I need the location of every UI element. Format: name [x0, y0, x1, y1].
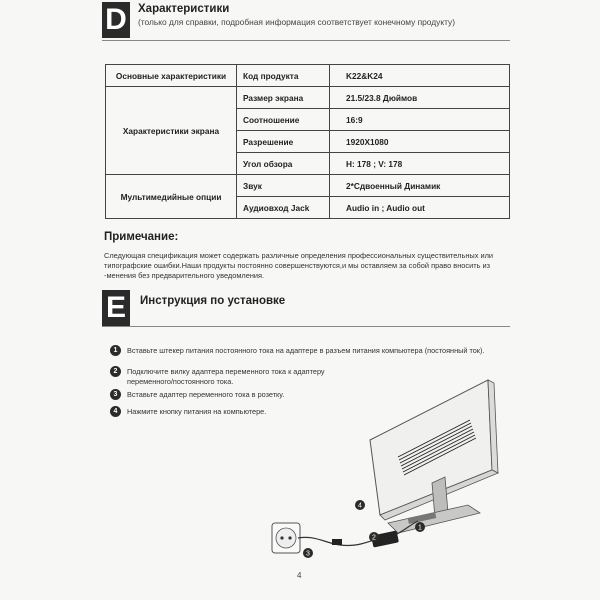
callout-label: 4	[358, 502, 362, 510]
spec-property: Размер экрана	[237, 87, 330, 109]
table-row	[106, 87, 510, 109]
spec-value: 1920X1080	[330, 131, 510, 153]
adapter-plug	[332, 539, 342, 545]
spec-property: Звук	[237, 175, 330, 197]
step-text: Вставьте адаптер переменного тока в розетку.	[127, 390, 285, 399]
step-number-badge: 1	[110, 345, 121, 356]
spec-value: 2*Сдвоенный Динамик	[330, 175, 510, 197]
step-text-line: Подключите вилку адаптера переменного тока к адаптеру	[127, 367, 325, 376]
section-d-divider	[102, 40, 510, 41]
note-text: Следующая спецификация может содержать различные определения профессиональных существительных или типографские ошибки.Наши продукты постоянно совершенствуются,и мы оставляем за собой право вносить из -менения без предварительного уведомления.	[104, 251, 494, 281]
table-row	[106, 175, 510, 197]
step-number-badge: 3	[110, 389, 121, 400]
step-text-line: переменного/постоянного тока.	[127, 376, 234, 386]
section-e-divider	[102, 326, 510, 327]
section-e-title: Инструкция по установке	[140, 295, 286, 307]
section-d-subtitle: (только для справки, подробная информация соответствует конечному продукту)	[138, 17, 456, 27]
spec-property: Соотношение	[237, 109, 330, 131]
step-number-badge: 2	[110, 366, 121, 377]
step-text: Нажмите кнопку питания на компьютере.	[127, 407, 267, 416]
spec-property: Код продукта	[237, 65, 330, 87]
spec-property: Аудиовход Jack	[237, 197, 330, 219]
note-title: Примечание:	[104, 231, 179, 243]
spec-value: 16:9	[330, 109, 510, 131]
spec-property: Угол обзора	[237, 153, 330, 175]
spec-value: H: 178 ; V: 178	[330, 153, 510, 175]
callout-label: 3	[306, 550, 310, 558]
spec-category: Основные характеристики	[106, 65, 237, 87]
specs-table	[105, 64, 510, 219]
step-number-badge: 4	[110, 406, 121, 417]
spec-category: Характеристики экрана	[106, 87, 237, 175]
monitor-illustration	[370, 380, 498, 533]
spec-value: 21.5/23.8 Дюймов	[330, 87, 510, 109]
page-number: 4	[297, 571, 302, 580]
table-row	[106, 65, 510, 87]
spec-property: Разрешение	[237, 131, 330, 153]
spec-value: K22&K24	[330, 65, 510, 87]
step-text: Вставьте штекер питания постоянного тока на адаптере в разъем питания компьютера (постоянный ток).	[127, 346, 485, 355]
callout-label: 2	[372, 534, 376, 542]
section-e-badge: E	[102, 290, 130, 326]
section-d-title: Характеристики	[138, 3, 230, 15]
spec-category: Мультимедийные опции	[106, 175, 237, 219]
wall-outlet-illustration	[272, 523, 300, 553]
installation-illustration	[270, 375, 500, 560]
callout-label: 1	[418, 524, 422, 532]
spec-value: Audio in ; Audio out	[330, 197, 510, 219]
section-d-badge: D	[102, 2, 130, 38]
